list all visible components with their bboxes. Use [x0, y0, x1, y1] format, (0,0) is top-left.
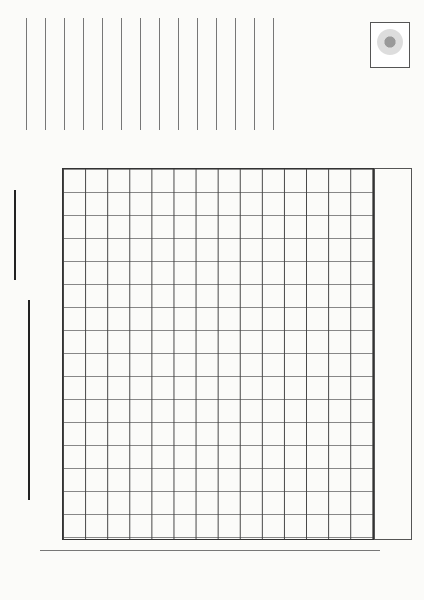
grid-lines — [63, 169, 373, 539]
footer-divider — [40, 550, 380, 551]
footer — [40, 540, 380, 590]
handwriting-stroke — [14, 190, 16, 280]
header-block — [14, 18, 410, 130]
column-label — [354, 542, 384, 558]
manuscript-grid — [62, 168, 374, 540]
stamp-icon — [377, 29, 403, 55]
header-title — [296, 28, 368, 74]
page-label — [298, 542, 328, 558]
left-margin-notes — [6, 150, 58, 580]
stamp-box — [370, 22, 410, 68]
teacher-comment-area — [14, 18, 284, 130]
handwriting-stroke — [28, 300, 30, 500]
info-sidebar — [374, 168, 412, 540]
